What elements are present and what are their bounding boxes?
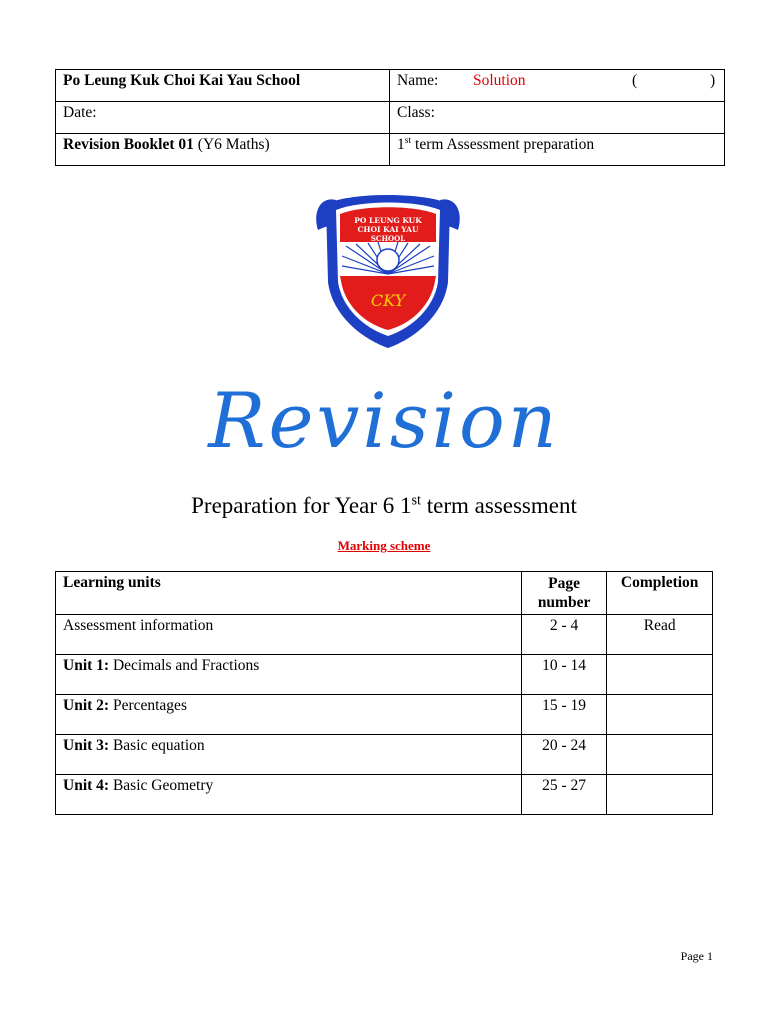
school-name: Po Leung Kuk Choi Kai Yau School xyxy=(63,72,301,89)
page-number: Page 1 xyxy=(680,949,713,963)
header-table xyxy=(55,69,725,166)
table-row xyxy=(56,655,713,695)
unit-title: Assessment information xyxy=(63,617,214,634)
emblem-circle-icon xyxy=(377,249,399,271)
unit-cell xyxy=(56,735,522,775)
crest-text-line-2: CHOI KAI YAU xyxy=(357,225,419,234)
class-cell xyxy=(390,102,725,134)
crest-monogram: CKY xyxy=(370,291,406,310)
pages-cell: 10 - 14 xyxy=(521,655,607,695)
completion-cell[interactable] xyxy=(607,775,713,815)
school-name-cell xyxy=(56,70,390,102)
table-row xyxy=(56,735,713,775)
unit-label: Unit 4: xyxy=(63,777,110,794)
crest-text-line-3: SCHOOL xyxy=(370,234,406,243)
subtitle-after: term assessment xyxy=(421,493,577,518)
completion-cell[interactable] xyxy=(607,735,713,775)
page-title: Revision xyxy=(208,376,560,465)
pages-cell: 15 - 19 xyxy=(521,695,607,735)
completion-cell[interactable] xyxy=(607,655,713,695)
paren-close: ) xyxy=(710,72,716,89)
unit-cell xyxy=(56,655,522,695)
pages-cell: 20 - 24 xyxy=(521,735,607,775)
table-row xyxy=(56,775,713,815)
learning-units-table xyxy=(55,571,713,815)
col-header-completion: Completion xyxy=(607,572,713,615)
table-header-row xyxy=(56,572,713,615)
term-ordinal: st xyxy=(404,134,412,146)
paren-open: ( xyxy=(632,72,638,89)
subtitle xyxy=(0,493,768,519)
completion-cell: Read xyxy=(607,615,713,655)
unit-title: Basic equation xyxy=(109,737,205,754)
booklet-title: Revision Booklet 01 xyxy=(63,136,194,153)
pages-cell: 2 - 4 xyxy=(521,615,607,655)
unit-label: Unit 2: xyxy=(63,697,110,714)
term-text: term Assessment preparation xyxy=(411,136,595,153)
term-number: 1 xyxy=(397,136,405,153)
term-cell xyxy=(390,134,725,166)
subtitle-ordinal: st xyxy=(411,492,422,509)
unit-label: Unit 3: xyxy=(63,737,110,754)
table-row xyxy=(56,695,713,735)
date-cell xyxy=(56,102,390,134)
unit-cell xyxy=(56,615,522,655)
unit-cell xyxy=(56,695,522,735)
pages-cell: 25 - 27 xyxy=(521,775,607,815)
booklet-subject: (Y6 Maths) xyxy=(193,136,270,153)
col-header-pages: Page number xyxy=(521,572,607,615)
marking-scheme-label: Marking scheme xyxy=(337,538,431,553)
crest-text-line-1: PO LEUNG KUK xyxy=(354,216,422,225)
name-label: Name: xyxy=(397,72,439,89)
school-crest-logo xyxy=(312,190,464,350)
unit-cell xyxy=(56,775,522,815)
unit-title: Percentages xyxy=(109,697,187,714)
date-label: Date: xyxy=(63,104,97,121)
name-value: Solution xyxy=(473,72,526,89)
booklet-cell xyxy=(56,134,390,166)
class-label: Class: xyxy=(397,104,435,121)
unit-title: Basic Geometry xyxy=(109,777,214,794)
table-row xyxy=(56,615,713,655)
name-cell xyxy=(390,70,725,102)
unit-label: Unit 1: xyxy=(63,657,110,674)
unit-title: Decimals and Fractions xyxy=(109,657,260,674)
completion-cell[interactable] xyxy=(607,695,713,735)
col-header-units: Learning units xyxy=(56,572,522,615)
subtitle-before: Preparation for Year 6 1 xyxy=(191,493,412,518)
